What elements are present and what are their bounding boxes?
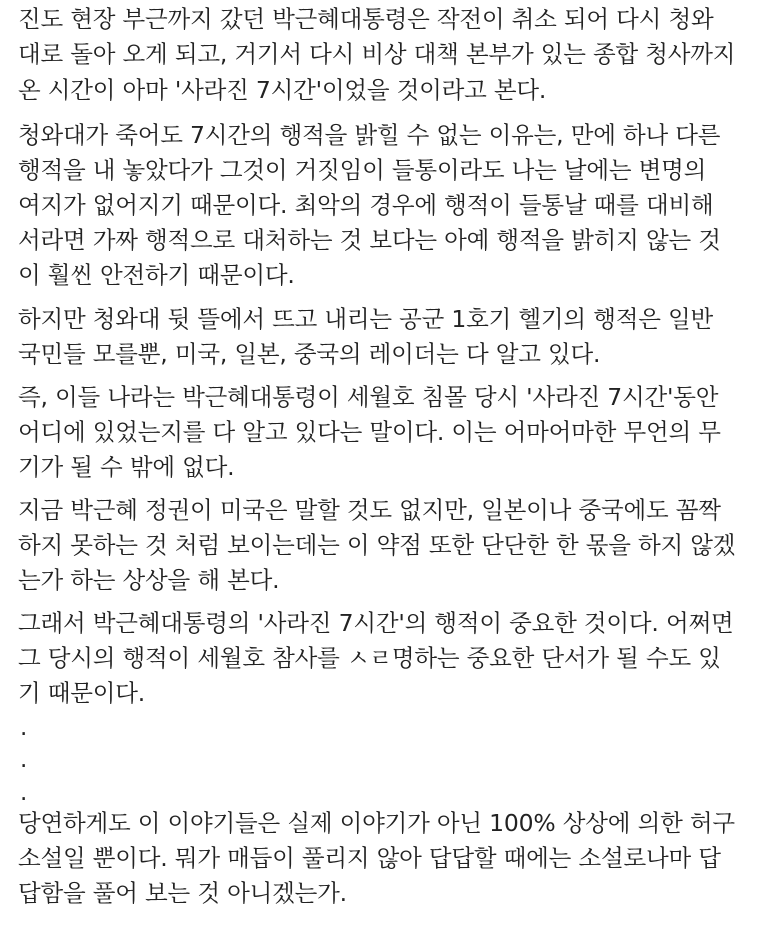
separator-dot: . <box>20 747 28 773</box>
text-line: 기가 될 수 밖에 없다. <box>18 453 235 481</box>
text-line: 하지만 청와대 뒷 뜰에서 뜨고 내리는 공군 1호기 헬기의 행적은 일반 <box>18 305 713 333</box>
text-line: 이 훨씬 안전하기 때문이다. <box>18 261 295 289</box>
text-line: 그 당시의 행적이 세월호 참사를 ㅅㄹ명하는 중요한 단서가 될 수도 있 <box>18 644 721 672</box>
text-line: 어디에 있었는지를 다 알고 있다는 말이다. 이는 어마어마한 무언의 무 <box>18 418 721 446</box>
text-line: 는가 하는 상상을 해 본다. <box>18 566 280 594</box>
text-line: 당연하게도 이 이야기들은 실제 이야기가 아닌 100% 상상에 의한 허구 <box>18 809 735 837</box>
text-line: 대로 돌아 오게 되고, 거기서 다시 비상 대책 본부가 있는 종합 청사까지 <box>18 40 736 68</box>
separator-dot: . <box>20 715 28 741</box>
text-line: 서라면 가짜 행적으로 대처하는 것 보다는 아예 행적을 밝히지 않는 것 <box>18 226 721 254</box>
separator-dot: . <box>20 780 28 806</box>
text-line: 진도 현장 부근까지 갔던 박근혜대통령은 작전이 취소 되어 다시 청와 <box>18 5 714 33</box>
text-line: 답함을 풀어 보는 것 아니겠는가. <box>18 879 347 907</box>
text-line: 행적을 내 놓았다가 그것이 거짓임이 들통이라도 나는 날에는 변명의 <box>18 156 707 184</box>
text-line: 즉, 이들 나라는 박근혜대통령이 세월호 침몰 당시 '사라진 7시간'동안 <box>18 383 719 411</box>
text-line: 청와대가 죽어도 7시간의 행적을 밝힐 수 없는 이유는, 만에 하나 다른 <box>18 121 721 149</box>
text-line: 여지가 없어지기 때문이다. 최악의 경우에 행적이 들통날 때를 대비해 <box>18 191 714 219</box>
text-line: 그래서 박근혜대통령의 '사라진 7시간'의 행적이 중요한 것이다. 어쩌면 <box>18 609 734 637</box>
text-line: 하지 못하는 것 처럼 보이는데는 이 약점 또한 단단한 한 몫을 하지 않겠 <box>18 531 736 559</box>
text-line: 지금 박근혜 정권이 미국은 말할 것도 없지만, 일본이나 중국에도 꼼짝 <box>18 496 721 524</box>
text-line: 국민들 모를뿐, 미국, 일본, 중국의 레이더는 다 알고 있다. <box>18 340 601 368</box>
text-line: 온 시간이 아마 '사라진 7시간'이었을 것이라고 본다. <box>18 76 547 104</box>
text-line: 기 때문이다. <box>18 679 146 707</box>
text-line: 소설일 뿐이다. 뭐가 매듭이 풀리지 않아 답답할 때에는 소설로나마 답 <box>18 844 721 872</box>
